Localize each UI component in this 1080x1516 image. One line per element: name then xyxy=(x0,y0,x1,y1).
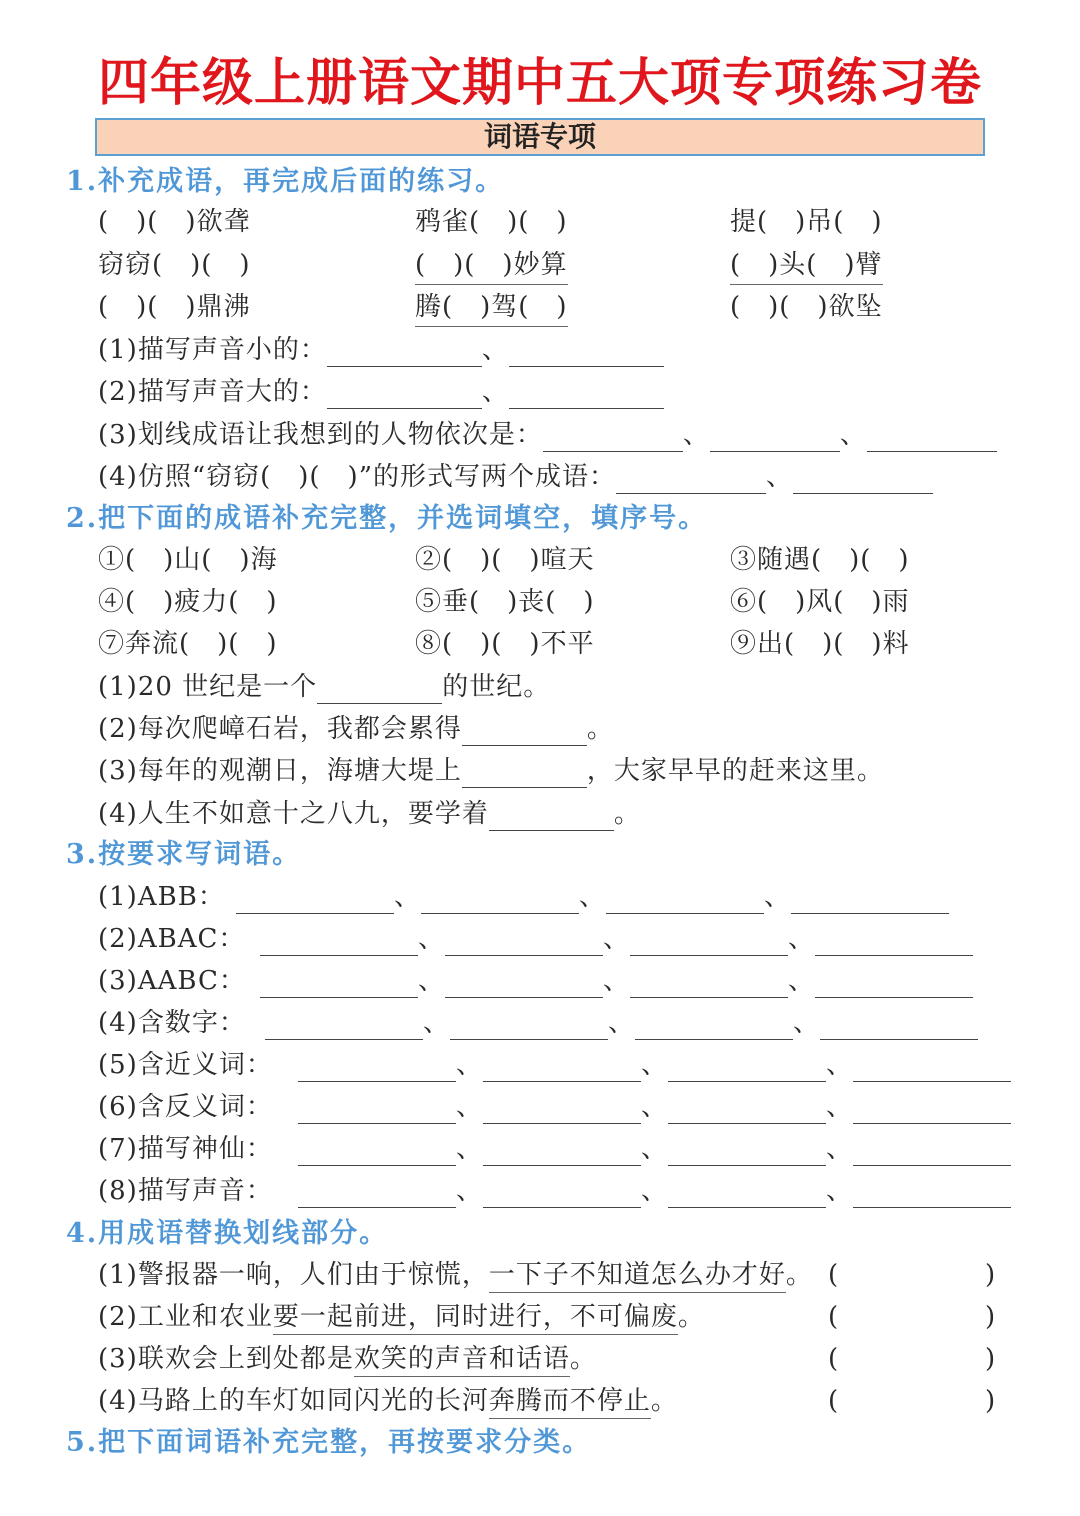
answer-blank[interactable] xyxy=(853,1137,1011,1166)
answer-paren-close: ) xyxy=(985,1302,996,1332)
answer-paren-open: ( xyxy=(828,1302,839,1332)
answer-blank[interactable] xyxy=(815,927,973,956)
answer-blank[interactable] xyxy=(483,1095,641,1124)
q3-label: (5)含近义词： xyxy=(98,1050,273,1080)
separator: 、 xyxy=(641,1176,669,1206)
sentence-text: (2)每次爬嶂石岩，我都会累得 xyxy=(98,714,462,744)
underlined-phrase: 欢笑的声音和话语 xyxy=(354,1344,570,1377)
answer-blank[interactable] xyxy=(327,380,482,409)
q4-sentence-4 xyxy=(98,1384,678,1418)
answer-blank[interactable] xyxy=(298,1095,456,1124)
separator: 、 xyxy=(603,966,631,996)
separator: 、 xyxy=(826,1176,854,1206)
idiom-q2-8: ⑧( )( )不平 xyxy=(415,629,595,659)
q3-label: (4)含数字： xyxy=(98,1008,246,1038)
sentence-text: ，大家早早的赶来这里。 xyxy=(586,756,884,786)
separator: 、 xyxy=(394,882,422,912)
idiom-q2-6: ⑥( )风( )雨 xyxy=(730,587,910,617)
answer-blank[interactable] xyxy=(509,380,664,409)
sentence-text: (3)每年的观潮日，海塘大堤上 xyxy=(98,756,462,786)
underlined-phrase: 奔腾而不停止 xyxy=(489,1386,651,1419)
q2-sentence-2 xyxy=(98,712,614,746)
q2-sentence-4 xyxy=(98,797,641,831)
answer-blank[interactable] xyxy=(791,885,949,914)
answer-blank[interactable] xyxy=(298,1179,456,1208)
answer-blank[interactable] xyxy=(630,927,788,956)
separator: 、 xyxy=(641,1134,669,1164)
q3-row-4 xyxy=(98,1006,978,1040)
q3-row-3 xyxy=(98,964,973,998)
q1-sub1 xyxy=(98,333,664,367)
separator: 、 xyxy=(603,924,631,954)
answer-blank[interactable] xyxy=(260,927,418,956)
answer-blank[interactable] xyxy=(630,969,788,998)
answer-blank[interactable] xyxy=(668,1179,826,1208)
answer-paren-open: ( xyxy=(828,1260,839,1290)
sentence-text: 。 xyxy=(569,1344,597,1374)
q2-sentence-1 xyxy=(98,670,550,704)
answer-blank[interactable] xyxy=(853,1179,1011,1208)
q3-label: (3)AABC： xyxy=(98,966,246,996)
sentence-text: 。 xyxy=(785,1260,813,1290)
q1-sub1-label: (1)描写声音小的： xyxy=(98,335,327,365)
separator: 、 xyxy=(839,420,867,450)
q1-sub4-label: (4)仿照“窃窃( )( )”的形式写两个成语： xyxy=(98,462,616,492)
separator: 、 xyxy=(641,1050,669,1080)
idiom-q2-1: ①( )山( )海 xyxy=(98,545,278,575)
separator: 、 xyxy=(418,924,446,954)
idiom-7: ( )( )鼎沸 xyxy=(98,292,251,322)
idiom-2: 鸦雀( )( ) xyxy=(415,207,568,237)
separator: 、 xyxy=(481,335,509,365)
page-title: 四年级上册语文期中五大项专项练习卷 xyxy=(97,53,982,113)
answer-blank[interactable] xyxy=(853,1053,1011,1082)
q3-row-5 xyxy=(98,1048,1011,1082)
answer-blank[interactable] xyxy=(710,423,840,452)
q3-label: (2)ABAC： xyxy=(98,924,246,954)
sentence-text: (2)工业和农业 xyxy=(98,1302,273,1332)
answer-blank[interactable] xyxy=(483,1053,641,1082)
separator: 、 xyxy=(764,882,792,912)
sentence-text: (4)人生不如意十之八九，要学着 xyxy=(98,799,489,829)
answer-blank[interactable] xyxy=(820,1011,978,1040)
q3-row-7 xyxy=(98,1132,1011,1166)
q3-row-2 xyxy=(98,922,973,956)
answer-blank[interactable] xyxy=(298,1053,456,1082)
answer-blank[interactable] xyxy=(421,885,579,914)
q1-sub4 xyxy=(98,460,933,494)
answer-blank[interactable] xyxy=(509,338,664,367)
q3-label: (6)含反义词： xyxy=(98,1092,273,1122)
answer-blank[interactable] xyxy=(450,1011,608,1040)
q3-label: (1)ABB： xyxy=(98,882,225,912)
answer-blank[interactable] xyxy=(265,1011,423,1040)
idiom-9: ( )( )欲坠 xyxy=(730,292,883,322)
q1-sub2-label: (2)描写声音大的： xyxy=(98,377,327,407)
answer-blank[interactable] xyxy=(298,1137,456,1166)
answer-blank[interactable] xyxy=(483,1179,641,1208)
separator: 、 xyxy=(826,1134,854,1164)
sentence-text: 。 xyxy=(613,799,641,829)
answer-blank[interactable] xyxy=(327,338,482,367)
separator: 、 xyxy=(682,420,710,450)
answer-blank[interactable] xyxy=(867,423,997,452)
separator: 、 xyxy=(608,1008,636,1038)
idiom-1: ( )( )欲聋 xyxy=(98,207,251,237)
idiom-q2-3: ③随遇( )( ) xyxy=(730,545,910,575)
answer-paren-open: ( xyxy=(828,1344,839,1374)
separator: 、 xyxy=(793,1008,821,1038)
separator: 、 xyxy=(788,924,816,954)
question-4-heading: 4.用成语替换划线部分。 xyxy=(66,1218,389,1249)
sentence-text: (1)20 世纪是一个 xyxy=(98,672,318,702)
answer-blank[interactable] xyxy=(543,423,683,452)
answer-blank[interactable] xyxy=(668,1137,826,1166)
separator: 、 xyxy=(423,1008,451,1038)
q3-row-6 xyxy=(98,1090,1011,1124)
separator: 、 xyxy=(579,882,607,912)
q4-sentence-3 xyxy=(98,1342,597,1376)
sentence-text: (3)联欢会上到处都是 xyxy=(98,1344,354,1374)
answer-blank[interactable] xyxy=(462,717,587,746)
answer-paren-close: ) xyxy=(985,1260,996,1290)
q3-row-8 xyxy=(98,1174,1011,1208)
sentence-text: 。 xyxy=(677,1302,705,1332)
q1-sub3-label: (3)划线成语让我想到的人物依次是： xyxy=(98,420,543,450)
separator: 、 xyxy=(826,1092,854,1122)
idiom-6-underlined: ( )头( )臂 xyxy=(730,248,883,285)
question-2-heading: 2.把下面的成语补充完整，并选词填空，填序号。 xyxy=(66,503,708,534)
separator: 、 xyxy=(456,1134,484,1164)
answer-paren-close: ) xyxy=(985,1344,996,1374)
separator: 、 xyxy=(766,462,794,492)
idiom-q2-7: ⑦奔流( )( ) xyxy=(98,629,278,659)
separator: 、 xyxy=(641,1092,669,1122)
answer-blank[interactable] xyxy=(616,465,766,494)
question-5-heading: 5.把下面词语补充完整，再按要求分类。 xyxy=(66,1427,592,1458)
underlined-phrase: 一下子不知道怎么办才好 xyxy=(489,1260,786,1293)
sentence-text: 。 xyxy=(586,714,614,744)
answer-blank[interactable] xyxy=(462,759,587,788)
q1-sub3 xyxy=(98,418,997,452)
underlined-phrase: 要一起前进，同时进行，不可偏废 xyxy=(273,1302,678,1335)
separator: 、 xyxy=(418,966,446,996)
answer-blank[interactable] xyxy=(668,1053,826,1082)
answer-blank[interactable] xyxy=(489,802,614,831)
separator: 、 xyxy=(456,1176,484,1206)
answer-blank[interactable] xyxy=(635,1011,793,1040)
q3-label: (7)描写神仙： xyxy=(98,1134,273,1164)
separator: 、 xyxy=(788,966,816,996)
idiom-4: 窃窃( )( ) xyxy=(98,250,251,280)
idiom-q2-4: ④( )疲力( ) xyxy=(98,587,278,617)
answer-paren-close: ) xyxy=(985,1386,996,1416)
answer-blank[interactable] xyxy=(815,969,973,998)
q4-sentence-2 xyxy=(98,1300,705,1334)
answer-blank[interactable] xyxy=(445,927,603,956)
q3-label: (8)描写声音： xyxy=(98,1176,273,1206)
separator: 、 xyxy=(456,1050,484,1080)
answer-blank[interactable] xyxy=(260,969,418,998)
sentence-text: 。 xyxy=(650,1386,678,1416)
idiom-5-underlined: ( )( )妙算 xyxy=(415,248,568,285)
sentence-text: 的世纪。 xyxy=(442,672,551,702)
idiom-8-underlined: 腾( )驾( ) xyxy=(415,290,568,327)
question-1-heading: 1.补充成语，再完成后面的练习。 xyxy=(66,166,505,197)
idiom-q2-2: ②( )( )喧天 xyxy=(415,545,595,575)
idiom-q2-5: ⑤垂( )丧( ) xyxy=(415,587,595,617)
idiom-q2-9: ⑨出( )( )料 xyxy=(730,629,910,659)
q4-sentence-1 xyxy=(98,1258,813,1292)
separator: 、 xyxy=(481,377,509,407)
answer-blank[interactable] xyxy=(445,969,603,998)
answer-blank[interactable] xyxy=(483,1137,641,1166)
answer-blank[interactable] xyxy=(317,675,442,704)
q1-sub2 xyxy=(98,375,664,409)
answer-blank[interactable] xyxy=(606,885,764,914)
separator: 、 xyxy=(826,1050,854,1080)
q2-sentence-3 xyxy=(98,754,884,788)
answer-blank[interactable] xyxy=(236,885,394,914)
section-banner: 词语专项 xyxy=(95,118,985,156)
idiom-3: 提( )吊( ) xyxy=(730,207,883,237)
answer-blank[interactable] xyxy=(853,1095,1011,1124)
sentence-text: (4)马路上的车灯如同闪光的长河 xyxy=(98,1386,489,1416)
question-3-heading: 3.按要求写词语。 xyxy=(66,839,302,870)
answer-blank[interactable] xyxy=(793,465,933,494)
sentence-text: (1)警报器一响，人们由于惊慌， xyxy=(98,1260,489,1290)
answer-paren-open: ( xyxy=(828,1386,839,1416)
separator: 、 xyxy=(456,1092,484,1122)
answer-blank[interactable] xyxy=(668,1095,826,1124)
q3-row-1 xyxy=(98,880,949,914)
